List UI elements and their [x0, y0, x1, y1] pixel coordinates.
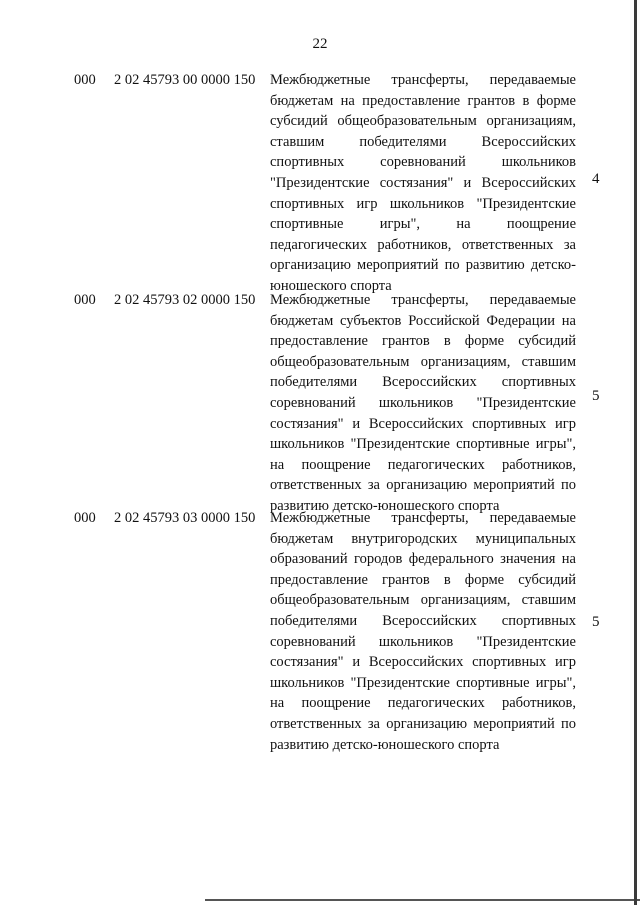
budget-classification-code: 2 02 45793 03 0000 150	[114, 510, 256, 526]
row-description: Межбюджетные трансферты, передаваемые бюджетам субъектов Российской Федерации на предоставление грантов в форме субсидий общеобразовательным организациям, ставшим победителями Всероссийских спортивных соревнований школьников "Президентские состязания" и Всероссийских спортивных игр школьников "Президентские спортивные игры", на поощрение педагогических работников, ответственных за организацию мероприятий по развитию детско-юношеского спорта	[270, 292, 576, 514]
page-number: 22	[312, 36, 328, 52]
row-value: 5	[592, 614, 600, 630]
admin-code: 000	[74, 72, 96, 88]
scan-artifact-line	[205, 899, 640, 901]
budget-classification-code: 2 02 45793 00 0000 150	[114, 72, 256, 88]
row-value: 5	[592, 388, 600, 404]
admin-code: 000	[74, 510, 96, 526]
scan-artifact-edge	[634, 0, 637, 905]
admin-code: 000	[74, 292, 96, 308]
row-value: 4	[592, 171, 600, 187]
budget-classification-code: 2 02 45793 02 0000 150	[114, 292, 256, 308]
row-description: Межбюджетные трансферты, передаваемые бюджетам на предоставление грантов в форме субсидий общеобразовательным организациям, ставшим победителями Всероссийских спортивных соревнований школьников "Президентские состязания" и Всероссийских спортивных игр школьников "Президентские спортивные игры", на поощрение педагогических работников, ответственных за организацию мероприятий по развитию детско-юношеского спорта	[270, 72, 576, 294]
row-description: Межбюджетные трансферты, передаваемые бюджетам внутригородских муниципальных образований городов федерального значения на предоставление грантов в форме субсидий общеобразовательным организациям, ставшим победителями Всероссийских спортивных соревнований школьников "Президентские состязания" и Всероссийских спортивных игр школьников "Президентские спортивные игры", на поощрение педагогических работников, ответственных за организацию мероприятий по развитию детско-юношеского спорта	[270, 510, 576, 753]
